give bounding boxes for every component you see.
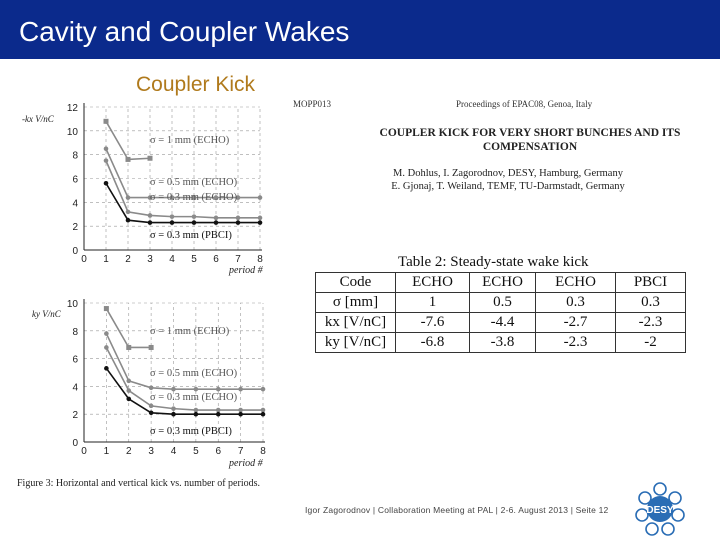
- paper-authors-line2: E. Gjonaj, T. Weiland, TEMF, TU-Darmstadt, Germany: [391, 181, 625, 192]
- series-line: [106, 161, 260, 218]
- table-cell: -2.3: [616, 313, 686, 333]
- table-cell: 0.3: [536, 293, 616, 313]
- kick-table: [315, 272, 686, 353]
- data-point: [126, 157, 131, 162]
- data-point: [126, 388, 131, 393]
- data-point: [170, 214, 175, 219]
- data-point: [238, 387, 243, 392]
- table-cell: -2.3: [536, 333, 616, 353]
- table-cell: -2.7: [536, 313, 616, 333]
- data-point: [126, 210, 131, 215]
- data-point: [126, 218, 131, 223]
- data-point: [214, 220, 219, 225]
- data-point: [149, 411, 154, 416]
- paper-title-line2: COMPENSATION: [482, 141, 578, 153]
- series-line: [106, 149, 260, 198]
- x-tick-label: 4: [169, 254, 175, 265]
- data-point: [238, 412, 243, 417]
- plot-kx: [22, 103, 264, 276]
- table-cell: -3.8: [470, 333, 536, 353]
- table-cell: Code: [316, 273, 396, 293]
- x-tick-label: 2: [125, 254, 131, 265]
- data-point: [258, 195, 263, 200]
- x-tick-label: 2: [125, 446, 132, 457]
- x-tick-label: 1: [103, 254, 109, 265]
- y-tick-label: 2: [72, 410, 78, 422]
- y-tick-label: 8: [72, 326, 78, 338]
- data-point: [149, 345, 154, 350]
- x-tick-label: 6: [215, 446, 222, 457]
- desy-logo: [630, 480, 690, 538]
- table-cell: -4.4: [470, 313, 536, 333]
- y-tick-label: 2: [72, 222, 78, 234]
- figure-caption: Figure 3: Horizontal and vertical kick vs. number of periods.: [17, 478, 260, 489]
- data-point: [171, 412, 176, 417]
- x-tick-label: 3: [147, 254, 153, 265]
- table-cell: 0.3: [616, 293, 686, 313]
- series-label: σ = 1 mm (ECHO): [150, 326, 230, 337]
- y-tick-label: 0: [72, 246, 78, 257]
- x-tick-label: 8: [257, 254, 263, 265]
- header-bar: [0, 0, 720, 59]
- table-row: [316, 313, 686, 333]
- data-point: [192, 214, 197, 219]
- table-row: [316, 333, 686, 353]
- data-point: [216, 387, 221, 392]
- data-point: [149, 385, 154, 390]
- table-row: [316, 273, 686, 293]
- data-point: [216, 408, 221, 413]
- paper-title: [330, 126, 720, 154]
- paper-authors-line1: M. Dohlus, I. Zagorodnov, DESY, Hamburg, Germany: [393, 168, 623, 179]
- x-tick-label: 7: [235, 254, 241, 265]
- x-tick-label: 7: [237, 446, 244, 457]
- table-cell: ECHO: [536, 273, 616, 293]
- data-point: [238, 408, 243, 413]
- data-point: [126, 379, 131, 384]
- table-cell: ky [V/nC]: [316, 333, 396, 353]
- data-point: [236, 216, 241, 221]
- data-point: [104, 181, 109, 186]
- table-caption: Table 2: Steady-state wake kick: [398, 254, 589, 270]
- paper-proceedings: Proceedings of EPAC08, Genoa, Italy: [456, 99, 593, 109]
- series-label: σ = 0.3 mm (ECHO): [150, 192, 238, 203]
- x-tick-label: 5: [191, 254, 197, 265]
- plot-ky: [32, 299, 266, 469]
- table-cell: 0.5: [470, 293, 536, 313]
- table-row: [316, 293, 686, 313]
- data-point: [236, 220, 241, 225]
- table-cell: σ [mm]: [316, 293, 396, 313]
- data-point: [104, 331, 109, 336]
- table-cell: -7.6: [396, 313, 470, 333]
- series-label: σ = 0.3 mm (PBCI): [150, 230, 232, 241]
- footer-text: Igor Zagorodnov | Collaboration Meeting at PAL | 2-6. August 2013 | Seite 12: [305, 505, 609, 515]
- x-tick-label: 5: [193, 446, 199, 457]
- x-tick-label: 0: [81, 254, 87, 265]
- data-point: [126, 195, 131, 200]
- table-cell: ECHO: [396, 273, 470, 293]
- data-point: [149, 404, 154, 409]
- data-point: [258, 220, 263, 225]
- plot-ky-xlabel: period #: [229, 458, 263, 469]
- data-point: [126, 345, 131, 350]
- data-point: [104, 146, 109, 151]
- table-cell: PBCI: [616, 273, 686, 293]
- x-tick-label: 8: [260, 446, 266, 457]
- table-cell: ECHO: [470, 273, 536, 293]
- slide-subtitle: Coupler Kick: [136, 73, 256, 96]
- series-label: σ = 0.5 mm (ECHO): [150, 177, 238, 188]
- x-tick-label: 3: [148, 446, 154, 457]
- data-point: [214, 216, 219, 221]
- data-point: [148, 213, 153, 218]
- paper-authors: [338, 167, 678, 193]
- plot-ky-ylabel: ky V/nC: [32, 309, 61, 319]
- data-point: [216, 412, 221, 417]
- data-point: [194, 387, 199, 392]
- table-cell: -6.8: [396, 333, 470, 353]
- data-point: [104, 306, 109, 311]
- y-tick-label: 8: [72, 150, 78, 162]
- table-cell: 1: [396, 293, 470, 313]
- y-tick-label: 6: [72, 174, 78, 186]
- x-tick-label: 4: [170, 446, 177, 457]
- y-tick-label: 4: [72, 382, 78, 394]
- plot-kx-xlabel: period #: [229, 265, 263, 276]
- plot-kx-ylabel: -kx V/nC: [22, 114, 54, 124]
- data-point: [171, 387, 176, 392]
- data-point: [194, 412, 199, 417]
- paper-code: MOPP013: [293, 99, 332, 109]
- data-point: [261, 412, 266, 417]
- data-point: [171, 406, 176, 411]
- data-point: [194, 408, 199, 413]
- series-label: σ = 0.5 mm (ECHO): [150, 368, 238, 379]
- data-point: [148, 220, 153, 225]
- data-point: [148, 156, 153, 161]
- kick-plots: [0, 95, 300, 475]
- y-tick-label: 10: [66, 126, 78, 138]
- data-point: [104, 158, 109, 163]
- data-point: [104, 119, 109, 124]
- y-tick-label: 4: [72, 198, 78, 210]
- x-tick-label: 1: [103, 446, 110, 457]
- y-tick-label: 0: [72, 438, 78, 449]
- paper-title-line1: COUPLER KICK FOR VERY SHORT BUNCHES AND ITS: [379, 127, 681, 139]
- slide-title: Cavity and Coupler Wakes: [19, 16, 350, 47]
- series-label: σ = 0.3 mm (PBCI): [150, 426, 232, 437]
- data-point: [192, 220, 197, 225]
- series-label: σ = 1 mm (ECHO): [150, 135, 230, 146]
- table-cell: kx [V/nC]: [316, 313, 396, 333]
- x-tick-label: 0: [81, 446, 87, 457]
- x-tick-label: 6: [213, 254, 219, 265]
- data-point: [126, 397, 131, 402]
- series-label: σ = 0.3 mm (ECHO): [150, 392, 238, 403]
- table-cell: -2: [616, 333, 686, 353]
- y-tick-label: 10: [66, 299, 78, 310]
- data-point: [258, 216, 263, 221]
- data-point: [170, 220, 175, 225]
- data-point: [261, 408, 266, 413]
- data-point: [104, 366, 109, 371]
- y-tick-label: 12: [66, 103, 78, 114]
- data-point: [261, 387, 266, 392]
- desy-logo-text: DESY: [646, 505, 674, 516]
- y-tick-label: 6: [72, 354, 78, 366]
- data-point: [104, 345, 109, 350]
